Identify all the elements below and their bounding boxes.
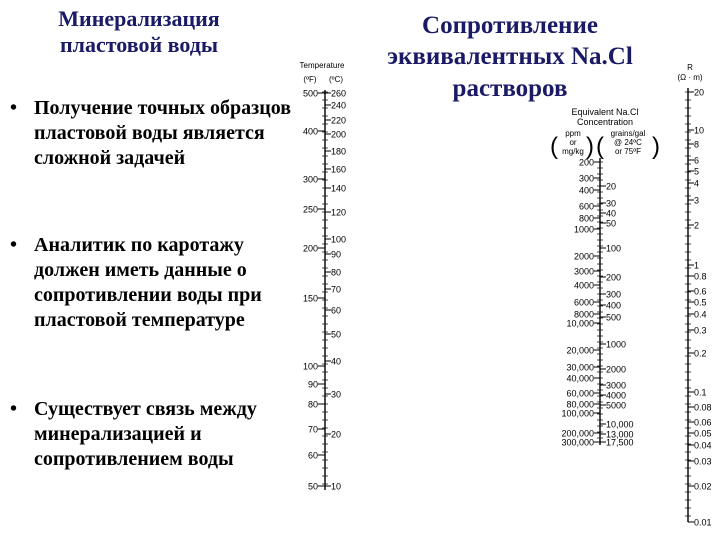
grains-label: 10,000 — [606, 419, 634, 430]
ppm-label: 300 — [578, 173, 594, 184]
celsius-label: 260 — [331, 88, 347, 99]
resistivity-title: R — [687, 63, 693, 72]
temperature-title: Temperature — [299, 61, 345, 70]
resistivity-unit: (Ω · m) — [677, 73, 703, 82]
resistivity-label: 0.08 — [694, 402, 712, 413]
right-title-line-1: Сопротивление — [422, 12, 598, 39]
ppm-label: 600 — [578, 201, 594, 212]
grains-unit-1: grains/gal — [610, 129, 646, 138]
resistivity-label: 0.1 — [694, 387, 707, 398]
celsius-label: 60 — [331, 305, 342, 316]
celsius-label: 200 — [331, 129, 347, 140]
left-title-line-1: Минерализация — [58, 6, 220, 31]
grains-label: 100 — [606, 243, 622, 254]
ppm-label: 60,000 — [566, 388, 594, 399]
fahrenheit-unit: (ºF) — [303, 75, 317, 84]
resistivity-label: 0.06 — [694, 417, 712, 428]
ppm-unit-1: ppm — [565, 129, 581, 138]
ppm-label: 800 — [578, 213, 594, 224]
resistivity-label: 3 — [694, 195, 700, 206]
ppm-close-paren: ) — [586, 133, 594, 160]
right-title-line-2: эквивалентных Na.Cl — [387, 43, 633, 71]
resistivity-scale — [677, 63, 711, 528]
celsius-label: 100 — [331, 234, 347, 245]
celsius-label: 140 — [331, 183, 347, 194]
ppm-label: 1000 — [573, 224, 594, 235]
resistivity-label: 0.6 — [694, 286, 707, 297]
ppm-label: 30,000 — [566, 362, 594, 373]
left-title-line-2: пластовой воды — [59, 32, 219, 58]
grains-label: 500 — [606, 312, 622, 323]
ppm-label: 200 — [578, 157, 594, 168]
grains-label: 1000 — [606, 339, 627, 350]
fahrenheit-label: 100 — [302, 361, 318, 372]
celsius-unit: (ºC) — [328, 75, 344, 84]
fahrenheit-label: 50 — [307, 481, 318, 492]
resistivity-label: 0.05 — [694, 428, 712, 439]
grains-label: 50 — [606, 218, 617, 229]
celsius-label: 240 — [331, 100, 347, 111]
celsius-label: 40 — [331, 356, 342, 367]
ppm-label: 40,000 — [566, 373, 594, 384]
celsius-label: 80 — [331, 267, 342, 278]
ppm-label: 4000 — [573, 280, 594, 291]
celsius-label: 10 — [331, 481, 342, 492]
resistivity-label: 0.01 — [694, 517, 712, 528]
fahrenheit-label: 150 — [302, 293, 318, 304]
resistivity-label: 2 — [694, 220, 700, 231]
ppm-label: 20,000 — [566, 345, 594, 356]
resistivity-label: 0.04 — [694, 440, 712, 451]
grains-label: 13,000 — [606, 429, 634, 440]
resistivity-label: 0.2 — [694, 348, 707, 359]
fahrenheit-label: 80 — [307, 399, 318, 410]
ppm-label: 200,000 — [561, 428, 594, 439]
concentration-scale — [550, 107, 660, 448]
celsius-label: 70 — [331, 284, 342, 295]
celsius-label: 220 — [331, 115, 347, 126]
resistivity-label: 8 — [694, 139, 700, 150]
grains-open-paren: ( — [596, 133, 604, 160]
ppm-label: 2000 — [573, 251, 594, 262]
fahrenheit-label: 60 — [307, 450, 318, 461]
fahrenheit-label: 200 — [302, 243, 318, 254]
grains-label: 20 — [606, 181, 617, 192]
temperature-scale — [300, 61, 346, 492]
resistivity-label: 20 — [694, 87, 705, 98]
resistivity-label: 0.4 — [694, 309, 707, 320]
grains-unit-2: @ 24ºC — [614, 138, 642, 147]
celsius-label: 120 — [331, 207, 347, 218]
grains-label: 400 — [606, 300, 622, 311]
fahrenheit-label: 90 — [307, 379, 318, 390]
resistivity-label: 0.5 — [694, 297, 707, 308]
resistivity-label: 10 — [694, 125, 705, 136]
fahrenheit-label: 400 — [302, 126, 318, 137]
concentration-title-1: Equivalent Na.Cl — [571, 107, 639, 117]
bullet-item: • Аналитик по каротажу должен иметь данные о сопротивлении воды при пластовой температуре — [8, 233, 298, 333]
grains-label: 3000 — [606, 380, 627, 391]
celsius-label: 90 — [331, 249, 342, 260]
fahrenheit-label: 500 — [302, 88, 318, 99]
bullet-item: • Получение точных образцов пластовой воды является сложной задачей — [8, 96, 298, 171]
grains-label: 2000 — [606, 364, 627, 375]
ppm-label: 6000 — [573, 297, 594, 308]
resistivity-label: 1 — [694, 260, 700, 271]
fahrenheit-label: 300 — [302, 174, 318, 185]
resistivity-label: 0.8 — [694, 271, 707, 282]
fahrenheit-label: 70 — [307, 424, 318, 435]
resistivity-label: 5 — [694, 166, 700, 177]
grains-label: 17,500 — [606, 437, 634, 448]
fahrenheit-label: 250 — [302, 204, 318, 215]
grains-label: 200 — [606, 272, 622, 283]
ppm-label: 10,000 — [566, 318, 594, 329]
ppm-open-paren: ( — [550, 133, 558, 160]
resistivity-label: 0.3 — [694, 325, 707, 336]
ppm-label: 3000 — [573, 266, 594, 277]
right-title-line-3: растворов — [452, 74, 568, 102]
bullet-item: • Существует связь между минерализацией и сопротивлением воды — [8, 397, 298, 472]
ppm-unit-2: or — [569, 138, 577, 147]
grains-close-paren: ) — [652, 133, 660, 160]
celsius-label: 180 — [331, 146, 347, 157]
celsius-label: 50 — [331, 329, 342, 340]
grains-label: 300 — [606, 289, 622, 300]
ppm-label: 400 — [578, 185, 594, 196]
grains-label: 40 — [606, 208, 617, 219]
ppm-unit-3: mg/kg — [562, 147, 584, 156]
celsius-label: 160 — [331, 164, 347, 175]
ppm-label: 80,000 — [566, 399, 594, 410]
resistivity-label: 4 — [694, 178, 700, 189]
resistivity-label: 0.03 — [694, 456, 712, 467]
ppm-label: 300,000 — [561, 437, 594, 448]
celsius-label: 30 — [331, 389, 342, 400]
grains-label: 5000 — [606, 400, 627, 411]
ppm-label: 100,000 — [561, 408, 594, 419]
concentration-title-2: Concentration — [576, 117, 634, 127]
grains-label: 30 — [606, 198, 617, 209]
resistivity-label: 6 — [694, 155, 700, 166]
grains-unit-3: or 75ºF — [614, 147, 642, 156]
celsius-label: 20 — [331, 429, 342, 440]
grains-label: 4000 — [606, 390, 627, 401]
resistivity-label: 0.02 — [694, 481, 712, 492]
ppm-label: 8000 — [573, 309, 594, 320]
